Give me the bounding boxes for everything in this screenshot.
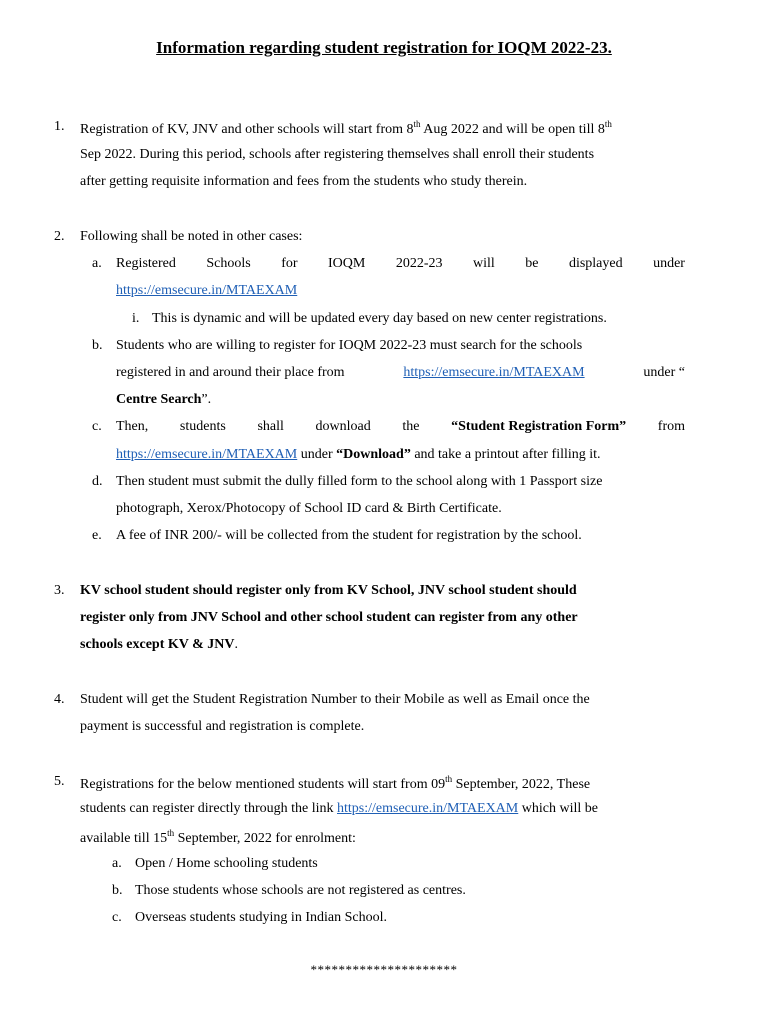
page-title: Information regarding student registration for IOQM 2022-23. xyxy=(156,38,612,57)
item-2c-line-2 xyxy=(116,447,685,463)
text: students can register directly through the link xyxy=(80,801,337,816)
superscript: th xyxy=(413,119,421,129)
sub-letter-d: d. xyxy=(92,474,103,489)
word: Registered xyxy=(116,256,176,271)
word: shall xyxy=(257,419,284,434)
sub-letter-b: b. xyxy=(92,338,103,353)
word: for xyxy=(281,256,298,271)
superscript: th xyxy=(604,119,612,129)
text: and take a printout after filling it. xyxy=(410,447,601,462)
item-2d-line-2: photograph, Xerox/Photocopy of School ID card & Birth Certificate. xyxy=(116,501,502,516)
text: which will be xyxy=(518,801,598,816)
text: Registration of KV, JNV and other schools will start from 8 xyxy=(80,122,414,137)
word: IOQM xyxy=(328,256,366,271)
word: download xyxy=(315,419,371,434)
mtaexam-link[interactable]: https://emsecure.in/MTAEXAM xyxy=(403,365,585,380)
word: Schools xyxy=(206,256,251,271)
text: Registrations for the below mentioned students will start from 09 xyxy=(80,777,446,792)
roman-i: i. xyxy=(132,311,140,326)
item-number: 2. xyxy=(54,229,65,244)
item-number: 1. xyxy=(54,119,65,134)
item-4-line-1: Student will get the Student Registration Number to their Mobile as well as Email once the xyxy=(80,692,590,707)
item-1-line-1 xyxy=(80,119,685,138)
item-3-line-1: KV school student should register only from KV School, JNV school student should xyxy=(80,583,577,598)
download-label: “Download” xyxy=(336,447,411,462)
text: . xyxy=(234,637,239,652)
mtaexam-link[interactable]: https://emsecure.in/MTAEXAM xyxy=(116,447,298,462)
sub-letter-a: a. xyxy=(112,856,122,871)
item-2c-line-1 xyxy=(116,419,685,435)
text: Aug 2022 and will be open till 8 xyxy=(420,122,605,137)
item-2b-line-2 xyxy=(116,365,685,381)
word: the xyxy=(402,419,420,434)
item-2a-line-1 xyxy=(116,256,685,272)
sub-letter-e: e. xyxy=(92,528,102,543)
word: students xyxy=(179,419,226,434)
sub-letter-c: c. xyxy=(92,419,102,434)
item-5-line-3 xyxy=(80,828,685,847)
item-5a-text: Open / Home schooling students xyxy=(135,856,318,871)
word: from xyxy=(657,419,685,434)
item-2a-i-text: This is dynamic and will be updated every day based on new center registrations. xyxy=(152,311,607,326)
centre-search-label: Centre Search xyxy=(116,392,202,407)
text: under xyxy=(300,447,337,462)
item-1-line-2: Sep 2022. During this period, schools after registering themselves shall enroll their students xyxy=(80,147,595,162)
student-registration-form-label: “Student Registration Form” xyxy=(451,419,627,434)
item-2e-text: A fee of INR 200/- will be collected from the student for registration by the school. xyxy=(116,528,582,543)
text: ”. xyxy=(201,392,212,407)
word: 2022-23 xyxy=(395,256,443,271)
sub-letter-b: b. xyxy=(112,883,123,898)
text: available till 15 xyxy=(80,831,168,846)
word: under xyxy=(653,256,685,271)
footer-separator: ********************* xyxy=(310,962,458,977)
mtaexam-link[interactable]: https://emsecure.in/MTAEXAM xyxy=(116,283,298,298)
item-4-line-2: payment is successful and registration is complete. xyxy=(80,719,365,734)
superscript: th xyxy=(167,828,175,838)
item-3-line-2: register only from JNV School and other school student can register from any other xyxy=(80,610,578,625)
word: displayed xyxy=(568,256,623,271)
item-2d-line-1: Then student must submit the dully filled form to the school along with 1 Passport size xyxy=(116,474,603,489)
word: Then, xyxy=(116,419,149,434)
item-2a-line-2 xyxy=(116,283,685,299)
item-3-line-3 xyxy=(80,637,685,653)
item-2b-line-3 xyxy=(116,392,685,408)
text: under “ xyxy=(643,365,685,380)
mtaexam-link[interactable]: https://emsecure.in/MTAEXAM xyxy=(337,801,519,816)
item-1-line-3: after getting requisite information and fees from the students who study therein. xyxy=(80,174,528,189)
item-number: 5. xyxy=(54,774,65,789)
item-number: 4. xyxy=(54,692,65,707)
text: schools except KV & JNV xyxy=(80,637,235,652)
item-5-line-2 xyxy=(80,801,685,817)
item-5-line-1 xyxy=(80,774,685,793)
item-2-intro: Following shall be noted in other cases: xyxy=(80,229,303,244)
item-number: 3. xyxy=(54,583,65,598)
text: September, 2022, These xyxy=(452,777,591,792)
word: will xyxy=(472,256,495,271)
item-5c-text: Overseas students studying in Indian School. xyxy=(135,910,387,925)
word: be xyxy=(525,256,539,271)
superscript: th xyxy=(445,774,453,784)
item-2b-line-1: Students who are willing to register for IOQM 2022-23 must search for the schools xyxy=(116,338,583,353)
sub-letter-c: c. xyxy=(112,910,122,925)
item-5b-text: Those students whose schools are not registered as centres. xyxy=(135,883,466,898)
text: September, 2022 for enrolment: xyxy=(174,831,356,846)
text: registered in and around their place from xyxy=(116,365,345,380)
sub-letter-a: a. xyxy=(92,256,102,271)
